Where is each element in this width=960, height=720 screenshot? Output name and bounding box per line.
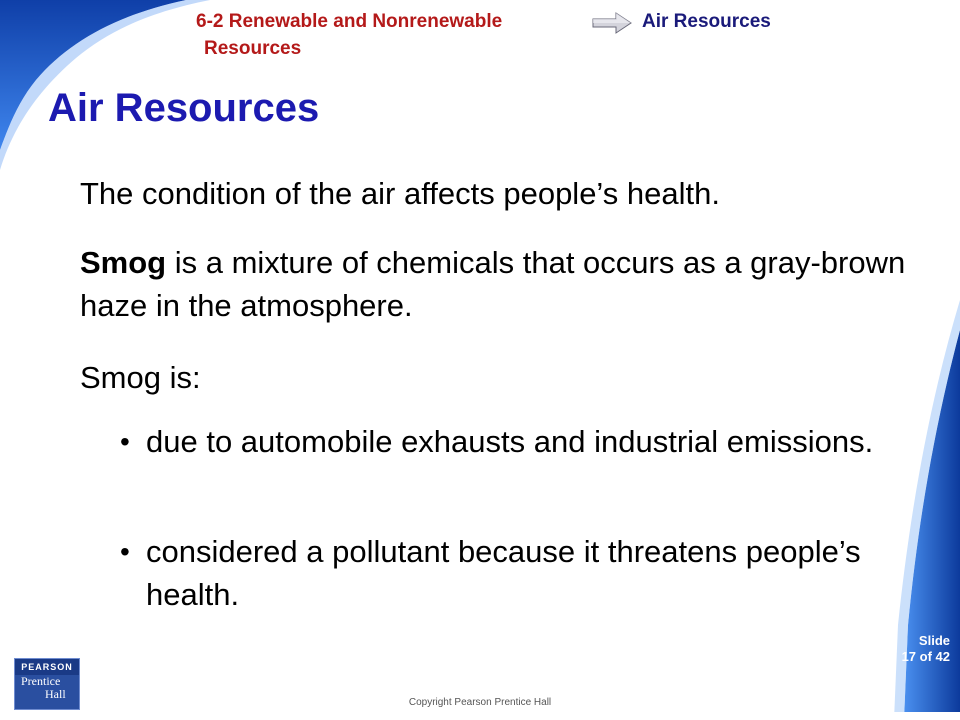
bullet-dot: • bbox=[120, 426, 130, 457]
logo-prentice-text: Prentice bbox=[21, 674, 61, 688]
slide-position: 17 of 42 bbox=[901, 649, 950, 664]
breadcrumb-chapter bbox=[196, 8, 596, 62]
bullet-dot: • bbox=[120, 536, 130, 567]
breadcrumb-current: Air Resources bbox=[642, 11, 771, 32]
bullet-text: considered a pollutant because it threatens people’s health. bbox=[146, 534, 861, 612]
breadcrumb-chapter-line1: 6-2 Renewable and Nonrenewable bbox=[196, 11, 503, 32]
paragraph-smog-is: Smog is: bbox=[80, 360, 201, 395]
slide-title: Air Resources bbox=[48, 86, 320, 130]
paragraph-smog-definition bbox=[80, 241, 910, 327]
bullet-text: due to automobile exhausts and industrial emissions. bbox=[146, 424, 874, 459]
bullet-item bbox=[120, 420, 900, 463]
breadcrumb-chapter-line2: Resources bbox=[204, 38, 302, 59]
paragraph-air-health: The condition of the air affects people’s health. bbox=[80, 176, 720, 211]
slide-number bbox=[870, 633, 950, 665]
slide-label: Slide bbox=[918, 633, 950, 648]
logo-hall-text: Hall bbox=[45, 687, 66, 701]
bottom-strip bbox=[0, 712, 960, 720]
copyright-notice: Copyright Pearson Prentice Hall bbox=[408, 697, 552, 708]
term-smog: Smog bbox=[80, 245, 167, 280]
bullet-item bbox=[120, 530, 900, 616]
smog-definition-text: is a mixture of chemicals that occurs as a gray-brown haze in the atmosphere. bbox=[80, 245, 906, 323]
right-arrow-icon bbox=[592, 12, 632, 34]
logo-pearson-text: PEARSON bbox=[15, 659, 79, 675]
